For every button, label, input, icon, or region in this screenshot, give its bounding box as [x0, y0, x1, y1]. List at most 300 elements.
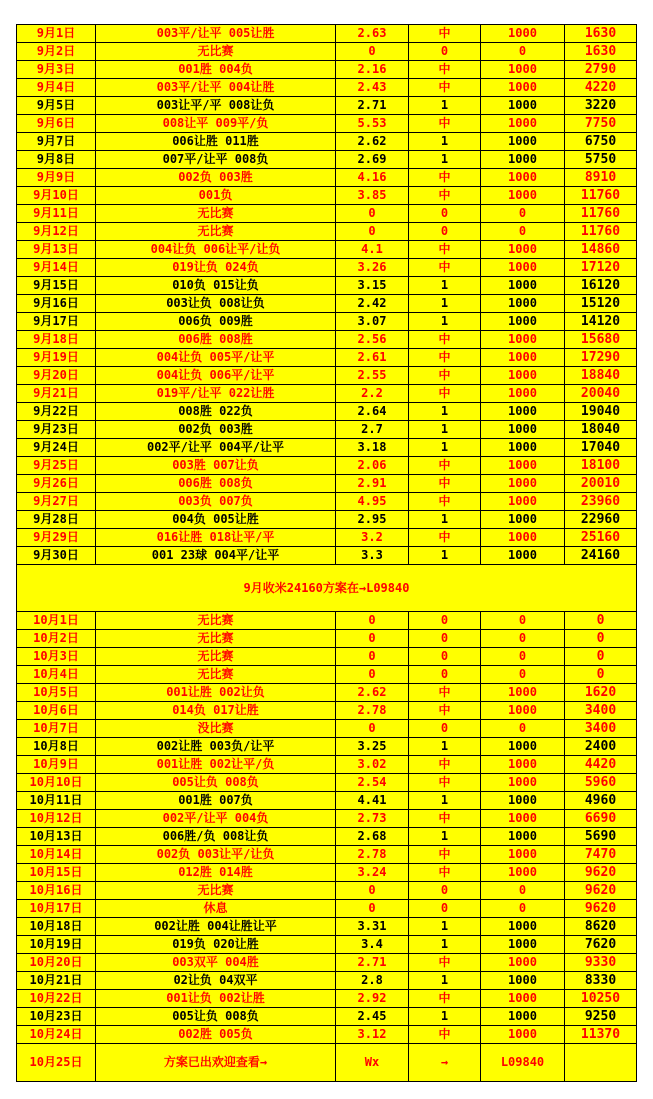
stake-cell: 1000 — [481, 756, 565, 774]
table-row — [17, 151, 637, 169]
balance-cell: 1620 — [565, 684, 637, 702]
date-cell: 9月22日 — [17, 403, 96, 421]
result-cell: 1 — [409, 313, 481, 331]
picks-cell: 008让平 009平/负 — [96, 115, 336, 133]
stake-cell: 1000 — [481, 79, 565, 97]
odds-cell: 3.02 — [336, 756, 409, 774]
balance-cell: 8910 — [565, 169, 637, 187]
date-cell: 9月23日 — [17, 421, 96, 439]
result-cell: 中 — [409, 954, 481, 972]
date-cell: 10月21日 — [17, 972, 96, 990]
odds-cell: 2.06 — [336, 457, 409, 475]
picks-cell: 002胜 005负 — [96, 1026, 336, 1044]
picks-cell: 002负 003让平/让负 — [96, 846, 336, 864]
result-cell: 0 — [409, 205, 481, 223]
table-row — [17, 295, 637, 313]
table-row — [17, 918, 637, 936]
odds-cell: 0 — [336, 900, 409, 918]
date-cell: 9月9日 — [17, 169, 96, 187]
picks-cell: 无比赛 — [96, 882, 336, 900]
date-cell: 9月15日 — [17, 277, 96, 295]
date-cell: 10月2日 — [17, 630, 96, 648]
table-row — [17, 954, 637, 972]
picks-cell: 002负 003胜 — [96, 421, 336, 439]
stake-cell: 1000 — [481, 846, 565, 864]
date-cell: 10月14日 — [17, 846, 96, 864]
picks-cell: 无比赛 — [96, 612, 336, 630]
stake-cell: 0 — [481, 882, 565, 900]
result-cell: 1 — [409, 936, 481, 954]
stake-cell: 1000 — [481, 684, 565, 702]
picks-cell: 004负 005让胜 — [96, 511, 336, 529]
table-row — [17, 529, 637, 547]
odds-cell: 0 — [336, 223, 409, 241]
odds-cell: 3.25 — [336, 738, 409, 756]
odds-cell: 2.78 — [336, 702, 409, 720]
odds-cell: 4.41 — [336, 792, 409, 810]
stake-cell: 1000 — [481, 1026, 565, 1044]
odds-cell: 2.56 — [336, 331, 409, 349]
odds-cell: 2.43 — [336, 79, 409, 97]
stake-cell: 1000 — [481, 385, 565, 403]
balance-cell: 3220 — [565, 97, 637, 115]
stake-cell: 1000 — [481, 529, 565, 547]
final-date: 10月25日 — [17, 1044, 96, 1082]
stake-cell: 0 — [481, 900, 565, 918]
balance-cell: 17040 — [565, 439, 637, 457]
stake-cell: 1000 — [481, 133, 565, 151]
stake-cell: 1000 — [481, 547, 565, 565]
result-cell: 中 — [409, 774, 481, 792]
result-cell: 1 — [409, 277, 481, 295]
result-cell: 中 — [409, 241, 481, 259]
stake-cell: 1000 — [481, 115, 565, 133]
picks-cell: 004让负 006平/让平 — [96, 367, 336, 385]
odds-cell: 3.24 — [336, 864, 409, 882]
table-row — [17, 259, 637, 277]
table-row — [17, 421, 637, 439]
picks-cell: 没比赛 — [96, 720, 336, 738]
odds-cell: 0 — [336, 630, 409, 648]
date-cell: 10月12日 — [17, 810, 96, 828]
picks-cell: 003负 007负 — [96, 493, 336, 511]
date-cell: 10月9日 — [17, 756, 96, 774]
balance-cell: 8330 — [565, 972, 637, 990]
result-cell: 0 — [409, 666, 481, 684]
result-cell: 0 — [409, 882, 481, 900]
balance-cell: 18040 — [565, 421, 637, 439]
date-cell: 9月18日 — [17, 331, 96, 349]
odds-cell: 2.78 — [336, 846, 409, 864]
odds-cell: 2.16 — [336, 61, 409, 79]
result-cell: 中 — [409, 385, 481, 403]
balance-cell: 6750 — [565, 133, 637, 151]
final-odds: Wx — [336, 1044, 409, 1082]
date-cell: 9月28日 — [17, 511, 96, 529]
stake-cell: 1000 — [481, 421, 565, 439]
table-row — [17, 313, 637, 331]
balance-cell: 2790 — [565, 61, 637, 79]
odds-cell: 4.95 — [336, 493, 409, 511]
odds-cell: 2.91 — [336, 475, 409, 493]
table-row — [17, 882, 637, 900]
table-row — [17, 511, 637, 529]
stake-cell: 1000 — [481, 774, 565, 792]
balance-cell: 3400 — [565, 702, 637, 720]
table-row — [17, 702, 637, 720]
stake-cell: 1000 — [481, 1008, 565, 1026]
picks-cell: 休息 — [96, 900, 336, 918]
table-row — [17, 115, 637, 133]
table-row — [17, 205, 637, 223]
result-cell: 0 — [409, 223, 481, 241]
table-row — [17, 684, 637, 702]
stake-cell: 0 — [481, 630, 565, 648]
picks-cell: 003让平/平 008让负 — [96, 97, 336, 115]
stake-cell: 0 — [481, 720, 565, 738]
balance-cell: 8620 — [565, 918, 637, 936]
result-cell: 中 — [409, 79, 481, 97]
result-cell: 1 — [409, 738, 481, 756]
result-cell: 1 — [409, 151, 481, 169]
odds-cell: 2.64 — [336, 403, 409, 421]
result-cell: 1 — [409, 511, 481, 529]
table-row — [17, 810, 637, 828]
date-cell: 9月5日 — [17, 97, 96, 115]
date-cell: 9月2日 — [17, 43, 96, 61]
stake-cell: 1000 — [481, 475, 565, 493]
odds-cell: 0 — [336, 882, 409, 900]
odds-cell: 2.71 — [336, 954, 409, 972]
date-cell: 9月27日 — [17, 493, 96, 511]
picks-cell: 003平/让平 004让胜 — [96, 79, 336, 97]
result-cell: 0 — [409, 612, 481, 630]
table-row — [17, 1008, 637, 1026]
stake-cell: 1000 — [481, 972, 565, 990]
picks-cell: 002让胜 004让胜让平 — [96, 918, 336, 936]
balance-cell: 11370 — [565, 1026, 637, 1044]
picks-cell: 无比赛 — [96, 43, 336, 61]
stake-cell: 1000 — [481, 511, 565, 529]
stake-cell: 1000 — [481, 403, 565, 421]
table-row — [17, 79, 637, 97]
final-section — [17, 1044, 637, 1082]
odds-cell: 3.2 — [336, 529, 409, 547]
date-cell: 9月16日 — [17, 295, 96, 313]
balance-cell: 0 — [565, 648, 637, 666]
table-row — [17, 738, 637, 756]
table-row — [17, 61, 637, 79]
picks-cell: 001胜 007负 — [96, 792, 336, 810]
result-cell: 1 — [409, 97, 481, 115]
stake-cell: 0 — [481, 612, 565, 630]
stake-cell: 1000 — [481, 61, 565, 79]
date-cell: 10月13日 — [17, 828, 96, 846]
odds-cell: 3.15 — [336, 277, 409, 295]
picks-cell: 无比赛 — [96, 223, 336, 241]
september-summary-text: 9月收米24160方案在→L09840 — [17, 565, 637, 612]
balance-cell: 4420 — [565, 756, 637, 774]
odds-cell: 0 — [336, 666, 409, 684]
table-row — [17, 828, 637, 846]
odds-cell: 2.73 — [336, 810, 409, 828]
result-cell: 1 — [409, 439, 481, 457]
stake-cell: 0 — [481, 666, 565, 684]
table-row — [17, 133, 637, 151]
odds-cell: 3.3 — [336, 547, 409, 565]
date-cell: 9月25日 — [17, 457, 96, 475]
result-cell: 中 — [409, 349, 481, 367]
stake-cell: 1000 — [481, 349, 565, 367]
date-cell: 10月23日 — [17, 1008, 96, 1026]
odds-cell: 2.62 — [336, 133, 409, 151]
result-cell: 中 — [409, 810, 481, 828]
balance-cell: 7750 — [565, 115, 637, 133]
picks-cell: 016让胜 018让平/平 — [96, 529, 336, 547]
odds-cell: 2.95 — [336, 511, 409, 529]
picks-cell: 007平/让平 008负 — [96, 151, 336, 169]
balance-cell: 9620 — [565, 900, 637, 918]
september-summary-row — [17, 565, 637, 612]
table-row — [17, 331, 637, 349]
result-cell: 中 — [409, 475, 481, 493]
stake-cell: 1000 — [481, 493, 565, 511]
balance-cell: 24160 — [565, 547, 637, 565]
october-rows — [17, 612, 637, 1044]
odds-cell: 2.55 — [336, 367, 409, 385]
stake-cell: 1000 — [481, 990, 565, 1008]
stake-cell: 0 — [481, 648, 565, 666]
odds-cell: 2.71 — [336, 97, 409, 115]
date-cell: 9月3日 — [17, 61, 96, 79]
date-cell: 10月15日 — [17, 864, 96, 882]
date-cell: 10月1日 — [17, 612, 96, 630]
balance-cell: 25160 — [565, 529, 637, 547]
table-row — [17, 439, 637, 457]
table-row — [17, 169, 637, 187]
result-cell: 中 — [409, 493, 481, 511]
odds-cell: 0 — [336, 720, 409, 738]
balance-cell: 20010 — [565, 475, 637, 493]
result-cell: 中 — [409, 259, 481, 277]
date-cell: 10月17日 — [17, 900, 96, 918]
odds-cell: 4.16 — [336, 169, 409, 187]
date-cell: 9月13日 — [17, 241, 96, 259]
balance-cell: 18840 — [565, 367, 637, 385]
result-cell: 中 — [409, 169, 481, 187]
balance-cell: 1630 — [565, 43, 637, 61]
stake-cell: 1000 — [481, 936, 565, 954]
odds-cell: 3.85 — [336, 187, 409, 205]
date-cell: 9月30日 — [17, 547, 96, 565]
balance-cell: 0 — [565, 666, 637, 684]
date-cell: 10月16日 — [17, 882, 96, 900]
date-cell: 10月22日 — [17, 990, 96, 1008]
picks-cell: 004让负 005平/让平 — [96, 349, 336, 367]
picks-cell: 001 23球 004平/让平 — [96, 547, 336, 565]
final-stake: L09840 — [481, 1044, 565, 1082]
result-cell: 1 — [409, 421, 481, 439]
date-cell: 9月11日 — [17, 205, 96, 223]
balance-cell: 17120 — [565, 259, 637, 277]
picks-cell: 014负 017让胜 — [96, 702, 336, 720]
stake-cell: 1000 — [481, 864, 565, 882]
date-cell: 10月18日 — [17, 918, 96, 936]
table-row — [17, 25, 637, 43]
table-row — [17, 457, 637, 475]
date-cell: 10月5日 — [17, 684, 96, 702]
balance-cell: 14860 — [565, 241, 637, 259]
odds-cell: 2.63 — [336, 25, 409, 43]
table-row — [17, 846, 637, 864]
date-cell: 9月17日 — [17, 313, 96, 331]
table-row — [17, 367, 637, 385]
picks-cell: 006负 009胜 — [96, 313, 336, 331]
balance-cell: 17290 — [565, 349, 637, 367]
date-cell: 10月24日 — [17, 1026, 96, 1044]
result-cell: 0 — [409, 43, 481, 61]
balance-cell: 19040 — [565, 403, 637, 421]
result-cell: 中 — [409, 684, 481, 702]
balance-cell: 5960 — [565, 774, 637, 792]
odds-cell: 0 — [336, 205, 409, 223]
picks-cell: 002平/让平 004负 — [96, 810, 336, 828]
date-cell: 9月26日 — [17, 475, 96, 493]
balance-cell: 5690 — [565, 828, 637, 846]
balance-cell: 20040 — [565, 385, 637, 403]
stake-cell: 0 — [481, 43, 565, 61]
date-cell: 9月10日 — [17, 187, 96, 205]
table-row — [17, 187, 637, 205]
table-row — [17, 349, 637, 367]
stake-cell: 1000 — [481, 792, 565, 810]
result-cell: 1 — [409, 547, 481, 565]
date-cell: 9月12日 — [17, 223, 96, 241]
table-row — [17, 403, 637, 421]
date-cell: 9月1日 — [17, 25, 96, 43]
odds-cell: 2.42 — [336, 295, 409, 313]
stake-cell: 1000 — [481, 241, 565, 259]
odds-cell: 2.61 — [336, 349, 409, 367]
balance-cell: 11760 — [565, 205, 637, 223]
table-row — [17, 43, 637, 61]
betting-record-table — [16, 24, 637, 1082]
picks-cell: 001让负 002让胜 — [96, 990, 336, 1008]
stake-cell: 1000 — [481, 702, 565, 720]
date-cell: 10月11日 — [17, 792, 96, 810]
picks-cell: 001让胜 002让负 — [96, 684, 336, 702]
balance-cell: 9620 — [565, 864, 637, 882]
date-cell: 10月10日 — [17, 774, 96, 792]
result-cell: 1 — [409, 403, 481, 421]
odds-cell: 3.26 — [336, 259, 409, 277]
result-cell: 中 — [409, 367, 481, 385]
stake-cell: 1000 — [481, 259, 565, 277]
balance-cell: 9620 — [565, 882, 637, 900]
stake-cell: 1000 — [481, 169, 565, 187]
date-cell: 9月19日 — [17, 349, 96, 367]
balance-cell: 1630 — [565, 25, 637, 43]
picks-cell: 002负 003胜 — [96, 169, 336, 187]
stake-cell: 0 — [481, 205, 565, 223]
balance-cell: 15120 — [565, 295, 637, 313]
result-cell: 中 — [409, 864, 481, 882]
odds-cell: 2.8 — [336, 972, 409, 990]
table-row — [17, 630, 637, 648]
result-cell: 1 — [409, 792, 481, 810]
date-cell: 9月4日 — [17, 79, 96, 97]
table-row — [17, 97, 637, 115]
table-row — [17, 648, 637, 666]
result-cell: 1 — [409, 918, 481, 936]
date-cell: 9月20日 — [17, 367, 96, 385]
date-cell: 9月14日 — [17, 259, 96, 277]
picks-cell: 006胜 008负 — [96, 475, 336, 493]
picks-cell: 003胜 007让负 — [96, 457, 336, 475]
date-cell: 9月8日 — [17, 151, 96, 169]
date-cell: 10月6日 — [17, 702, 96, 720]
result-cell: 中 — [409, 331, 481, 349]
balance-cell: 22960 — [565, 511, 637, 529]
picks-cell: 003双平 004胜 — [96, 954, 336, 972]
picks-cell: 008胜 022负 — [96, 403, 336, 421]
balance-cell: 23960 — [565, 493, 637, 511]
stake-cell: 1000 — [481, 151, 565, 169]
stake-cell: 1000 — [481, 367, 565, 385]
table-row — [17, 774, 637, 792]
date-cell: 10月20日 — [17, 954, 96, 972]
september-summary-section — [17, 565, 637, 612]
stake-cell: 1000 — [481, 810, 565, 828]
table-row — [17, 223, 637, 241]
result-cell: 0 — [409, 900, 481, 918]
picks-cell: 002平/让平 004平/让平 — [96, 439, 336, 457]
stake-cell: 1000 — [481, 738, 565, 756]
stake-cell: 0 — [481, 223, 565, 241]
odds-cell: 2.2 — [336, 385, 409, 403]
date-cell: 9月21日 — [17, 385, 96, 403]
stake-cell: 1000 — [481, 25, 565, 43]
picks-cell: 006让胜 011胜 — [96, 133, 336, 151]
balance-cell: 7470 — [565, 846, 637, 864]
stake-cell: 1000 — [481, 918, 565, 936]
odds-cell: 2.62 — [336, 684, 409, 702]
table-row — [17, 720, 637, 738]
result-cell: 中 — [409, 756, 481, 774]
result-cell: 中 — [409, 1026, 481, 1044]
odds-cell: 4.1 — [336, 241, 409, 259]
table-row — [17, 1026, 637, 1044]
date-cell: 9月24日 — [17, 439, 96, 457]
picks-cell: 006胜/负 008让负 — [96, 828, 336, 846]
final-picks: 方案已出欢迎查看→ — [96, 1044, 336, 1082]
picks-cell: 019让负 024负 — [96, 259, 336, 277]
result-cell: 中 — [409, 702, 481, 720]
picks-cell: 010负 015让负 — [96, 277, 336, 295]
picks-cell: 001让胜 002让平/负 — [96, 756, 336, 774]
stake-cell: 1000 — [481, 313, 565, 331]
stake-cell: 1000 — [481, 97, 565, 115]
odds-cell: 0 — [336, 612, 409, 630]
picks-cell: 002让胜 003负/让平 — [96, 738, 336, 756]
picks-cell: 无比赛 — [96, 648, 336, 666]
picks-cell: 无比赛 — [96, 666, 336, 684]
stake-cell: 1000 — [481, 295, 565, 313]
balance-cell: 0 — [565, 630, 637, 648]
date-cell: 10月19日 — [17, 936, 96, 954]
september-rows — [17, 25, 637, 565]
stake-cell: 1000 — [481, 439, 565, 457]
